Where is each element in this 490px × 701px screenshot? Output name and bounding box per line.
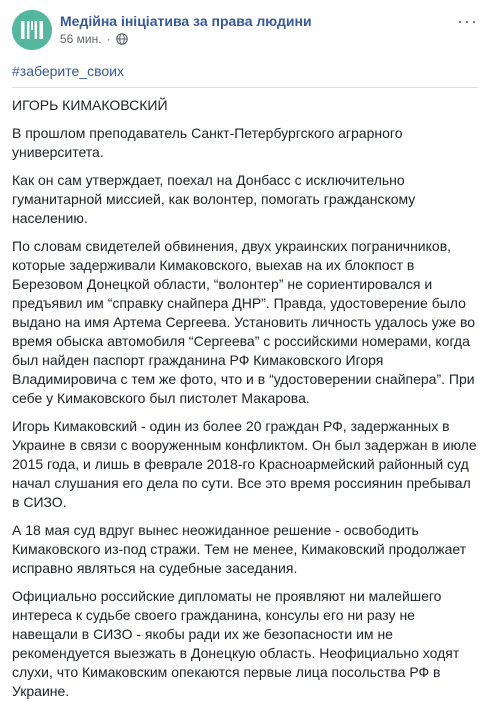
post-timestamp[interactable]: 56 мин.	[60, 32, 102, 46]
post-paragraph: Как он сам утверждает, поехал на Донбасс с исключительно гуманитарной миссией, как волонтер, помогать гражданскому населению.	[12, 172, 416, 226]
post-paragraph: Игорь Кимаковский - один из более 20 граждан РФ, задержанных в Украине в связи с вооруженным конфликтом. Он был задержан в июле 2015 года, и лишь в феврале 2018-го Красноармейский районный суд начал слушания его дела по сути. Все это время россиянин пребывал в СИЗО.	[12, 418, 477, 510]
divider	[12, 87, 478, 88]
post-body	[12, 62, 478, 701]
post-meta	[60, 10, 312, 46]
page-name-link[interactable]: Медійна ініціатива за права людини	[60, 13, 312, 29]
post-paragraph: А 18 мая суд вдруг вынес неожиданное решение - освободить Кимаковского из-под стражи. Тем не менее, Кимаковский продолжает исправно являться на судебные заседания.	[12, 522, 467, 576]
hashtag-link[interactable]: #заберите_своих	[12, 63, 124, 79]
globe-icon[interactable]	[116, 33, 128, 45]
post-paragraph: В прошлом преподаватель Санкт-Петербургского аграрного университета.	[12, 125, 403, 160]
separator-dot: ·	[106, 32, 111, 46]
avatar[interactable]	[12, 10, 52, 50]
post-subline	[60, 32, 312, 46]
page-logo-icon	[12, 10, 52, 50]
post-title: ИГОРЬ КИМАКОВСКИЙ	[12, 97, 168, 113]
post-header	[12, 10, 478, 50]
more-options-button[interactable]: ···	[457, 11, 478, 31]
post-paragraph: По словам свидетелей обвинения, двух украинских пограничников, которые задерживали Кимаковского, выехав на их блокпост в Березовом Донецкой области, “волонтер” не сориентировался и предъявил им “справку снайпера ДНР”. Правда, удостоверение было выдано на имя Артема Сергеева. Установить личность удалось уже во время обыска автомобиля “Сергеева” с российскими номерами, когда был найден паспорт гражданина РФ Кимаковского Игоря Владимировича с тем же фото, что и в “удостоверении снайпера”. При себе у Кимаковского был пистолет Макарова.	[12, 238, 476, 406]
post-paragraph: Официально российские дипломаты не проявляют ни малейшего интереса к судьбе своего гражданина, консулы его ни разу не навещали в СИЗО - якобы ради их же безопасности им не рекомендуется выезжать в Донецкую область. Неофициально ходят слухи, что Кимаковским опекаются первые лица посольства РФ в Украине.	[12, 588, 460, 699]
